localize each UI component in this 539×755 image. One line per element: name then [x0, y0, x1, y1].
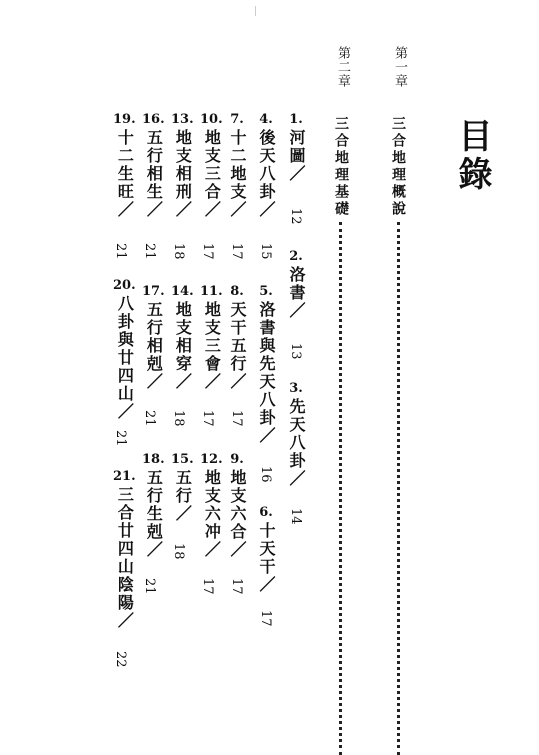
entry-title: 地支相穿 [173, 301, 193, 373]
toc-entry[interactable] [288, 113, 304, 181]
entry-separator: ／ [173, 201, 193, 217]
entry-title: 先天八卦 [287, 398, 306, 470]
entry-separator: ／ [115, 403, 135, 419]
entry-title: 洛書與先天八卦 [257, 301, 276, 427]
entry-number: 8. [230, 284, 244, 299]
entry-number: 5. [259, 284, 273, 299]
toc-entry[interactable] [229, 113, 245, 217]
toc-entry[interactable] [142, 285, 165, 389]
toc-entry[interactable] [288, 250, 304, 318]
toc-entry[interactable] [142, 453, 165, 557]
entry-title: 地支相刑 [173, 129, 193, 201]
entry-number: 3. [289, 381, 303, 396]
entry-separator: ／ [202, 201, 222, 217]
toc-entry[interactable] [229, 285, 245, 389]
entry-number: 11. [200, 284, 223, 299]
entry-number: 10. [200, 112, 223, 127]
entry-separator: ／ [173, 373, 193, 389]
entry-page-number: 17 [229, 243, 244, 260]
entry-separator: ／ [144, 541, 164, 557]
chapter-2-title[interactable]: 三合地理基礎 [333, 116, 349, 218]
toc-entry[interactable] [288, 382, 304, 486]
entry-page-number: 18 [171, 410, 186, 427]
toc-entry[interactable] [200, 113, 223, 217]
entry-page-number: 17 [200, 578, 215, 595]
entry-title: 地支三合 [202, 129, 222, 201]
page-title: 目錄 [452, 118, 492, 194]
entry-title: 地支六冲 [202, 469, 222, 541]
entry-title: 五行相生 [144, 129, 164, 201]
entry-page-number: 22 [113, 651, 128, 668]
toc-entry[interactable] [200, 453, 223, 557]
scan-mark [255, 6, 256, 16]
entry-number: 16. [142, 112, 165, 127]
entry-page-number: 13 [288, 343, 303, 360]
chapter-1-label: 第一章 [392, 46, 407, 88]
entry-separator: ／ [202, 373, 222, 389]
toc-entry[interactable] [171, 113, 194, 217]
entry-page-number: 21 [113, 243, 128, 260]
entry-page-number: 15 [258, 243, 273, 260]
toc-entry[interactable] [258, 113, 274, 217]
toc-entry[interactable] [171, 285, 194, 389]
chapter-1-leader [397, 222, 400, 755]
entry-title: 地支三會 [202, 301, 222, 373]
entry-title: 五行相剋 [144, 301, 164, 373]
entry-number: 7. [230, 112, 244, 127]
entry-page-number: 14 [288, 508, 303, 525]
entry-separator: ／ [228, 373, 247, 389]
entry-separator: ／ [202, 541, 222, 557]
entry-separator: ／ [257, 201, 276, 217]
toc-entry[interactable] [200, 285, 223, 389]
entry-title: 洛書 [287, 266, 306, 302]
entry-page-number: 17 [200, 243, 215, 260]
entry-separator: ／ [228, 201, 247, 217]
entry-page-number: 17 [229, 410, 244, 427]
toc-entry[interactable] [171, 453, 194, 521]
entry-page-number: 18 [171, 543, 186, 560]
entry-page-number: 17 [200, 410, 215, 427]
entry-title: 五行生剋 [144, 469, 164, 541]
entry-number: 9. [230, 452, 244, 467]
entry-number: 18. [142, 452, 165, 467]
entry-number: 14. [171, 284, 194, 299]
entry-separator: ／ [287, 302, 306, 318]
entry-number: 12. [200, 452, 223, 467]
entry-number: 13. [171, 112, 194, 127]
entry-page-number: 21 [142, 243, 157, 260]
entry-number: 6. [259, 505, 273, 520]
toc-entry[interactable] [258, 285, 274, 443]
entry-title: 八卦與廿四山 [115, 295, 135, 403]
entry-title: 天干五行 [228, 301, 247, 373]
chapter-2-label: 第二章 [335, 46, 350, 88]
entry-page-number: 12 [288, 208, 303, 225]
toc-entry[interactable] [113, 470, 136, 628]
entry-separator: ／ [115, 201, 135, 217]
entry-number: 15. [171, 452, 194, 467]
entry-number: 19. [113, 112, 136, 127]
entry-separator: ／ [287, 470, 306, 486]
toc-entry[interactable] [229, 453, 245, 557]
entry-page-number: 17 [229, 578, 244, 595]
entry-title: 十二地支 [228, 129, 247, 201]
entry-number: 21. [113, 469, 136, 484]
entry-number: 20. [113, 278, 136, 293]
toc-entry[interactable] [113, 113, 136, 217]
entry-separator: ／ [257, 576, 276, 592]
entry-separator: ／ [257, 427, 276, 443]
entry-page-number: 18 [171, 243, 186, 260]
entry-separator: ／ [144, 373, 164, 389]
entry-separator: ／ [287, 165, 306, 181]
entry-page-number: 17 [258, 610, 273, 627]
chapter-2-leader [339, 222, 342, 755]
entry-page-number: 21 [142, 410, 157, 427]
entry-separator: ／ [115, 612, 135, 628]
entry-title: 十二生旺 [115, 129, 135, 201]
toc-entry[interactable] [258, 506, 274, 592]
entry-title: 十天干 [257, 522, 276, 576]
entry-separator: ／ [173, 505, 193, 521]
entry-page-number: 21 [113, 430, 128, 447]
entry-page-number: 21 [142, 578, 157, 595]
entry-separator: ／ [228, 541, 247, 557]
entry-number: 4. [259, 112, 273, 127]
entry-page-number: 16 [258, 466, 273, 483]
toc-entry[interactable] [142, 113, 165, 217]
entry-number: 17. [142, 284, 165, 299]
entry-title: 五行 [173, 469, 193, 505]
toc-entry[interactable] [113, 279, 136, 419]
entry-title: 三合廿四山陰陽 [115, 486, 135, 612]
entry-separator: ／ [144, 201, 164, 217]
entry-title: 後天八卦 [257, 129, 276, 201]
entry-title: 河圖 [287, 129, 306, 165]
chapter-1-title[interactable]: 三合地理概說 [390, 116, 406, 218]
entry-title: 地支六合 [228, 469, 247, 541]
entry-number: 1. [289, 112, 303, 127]
entry-number: 2. [289, 249, 303, 264]
